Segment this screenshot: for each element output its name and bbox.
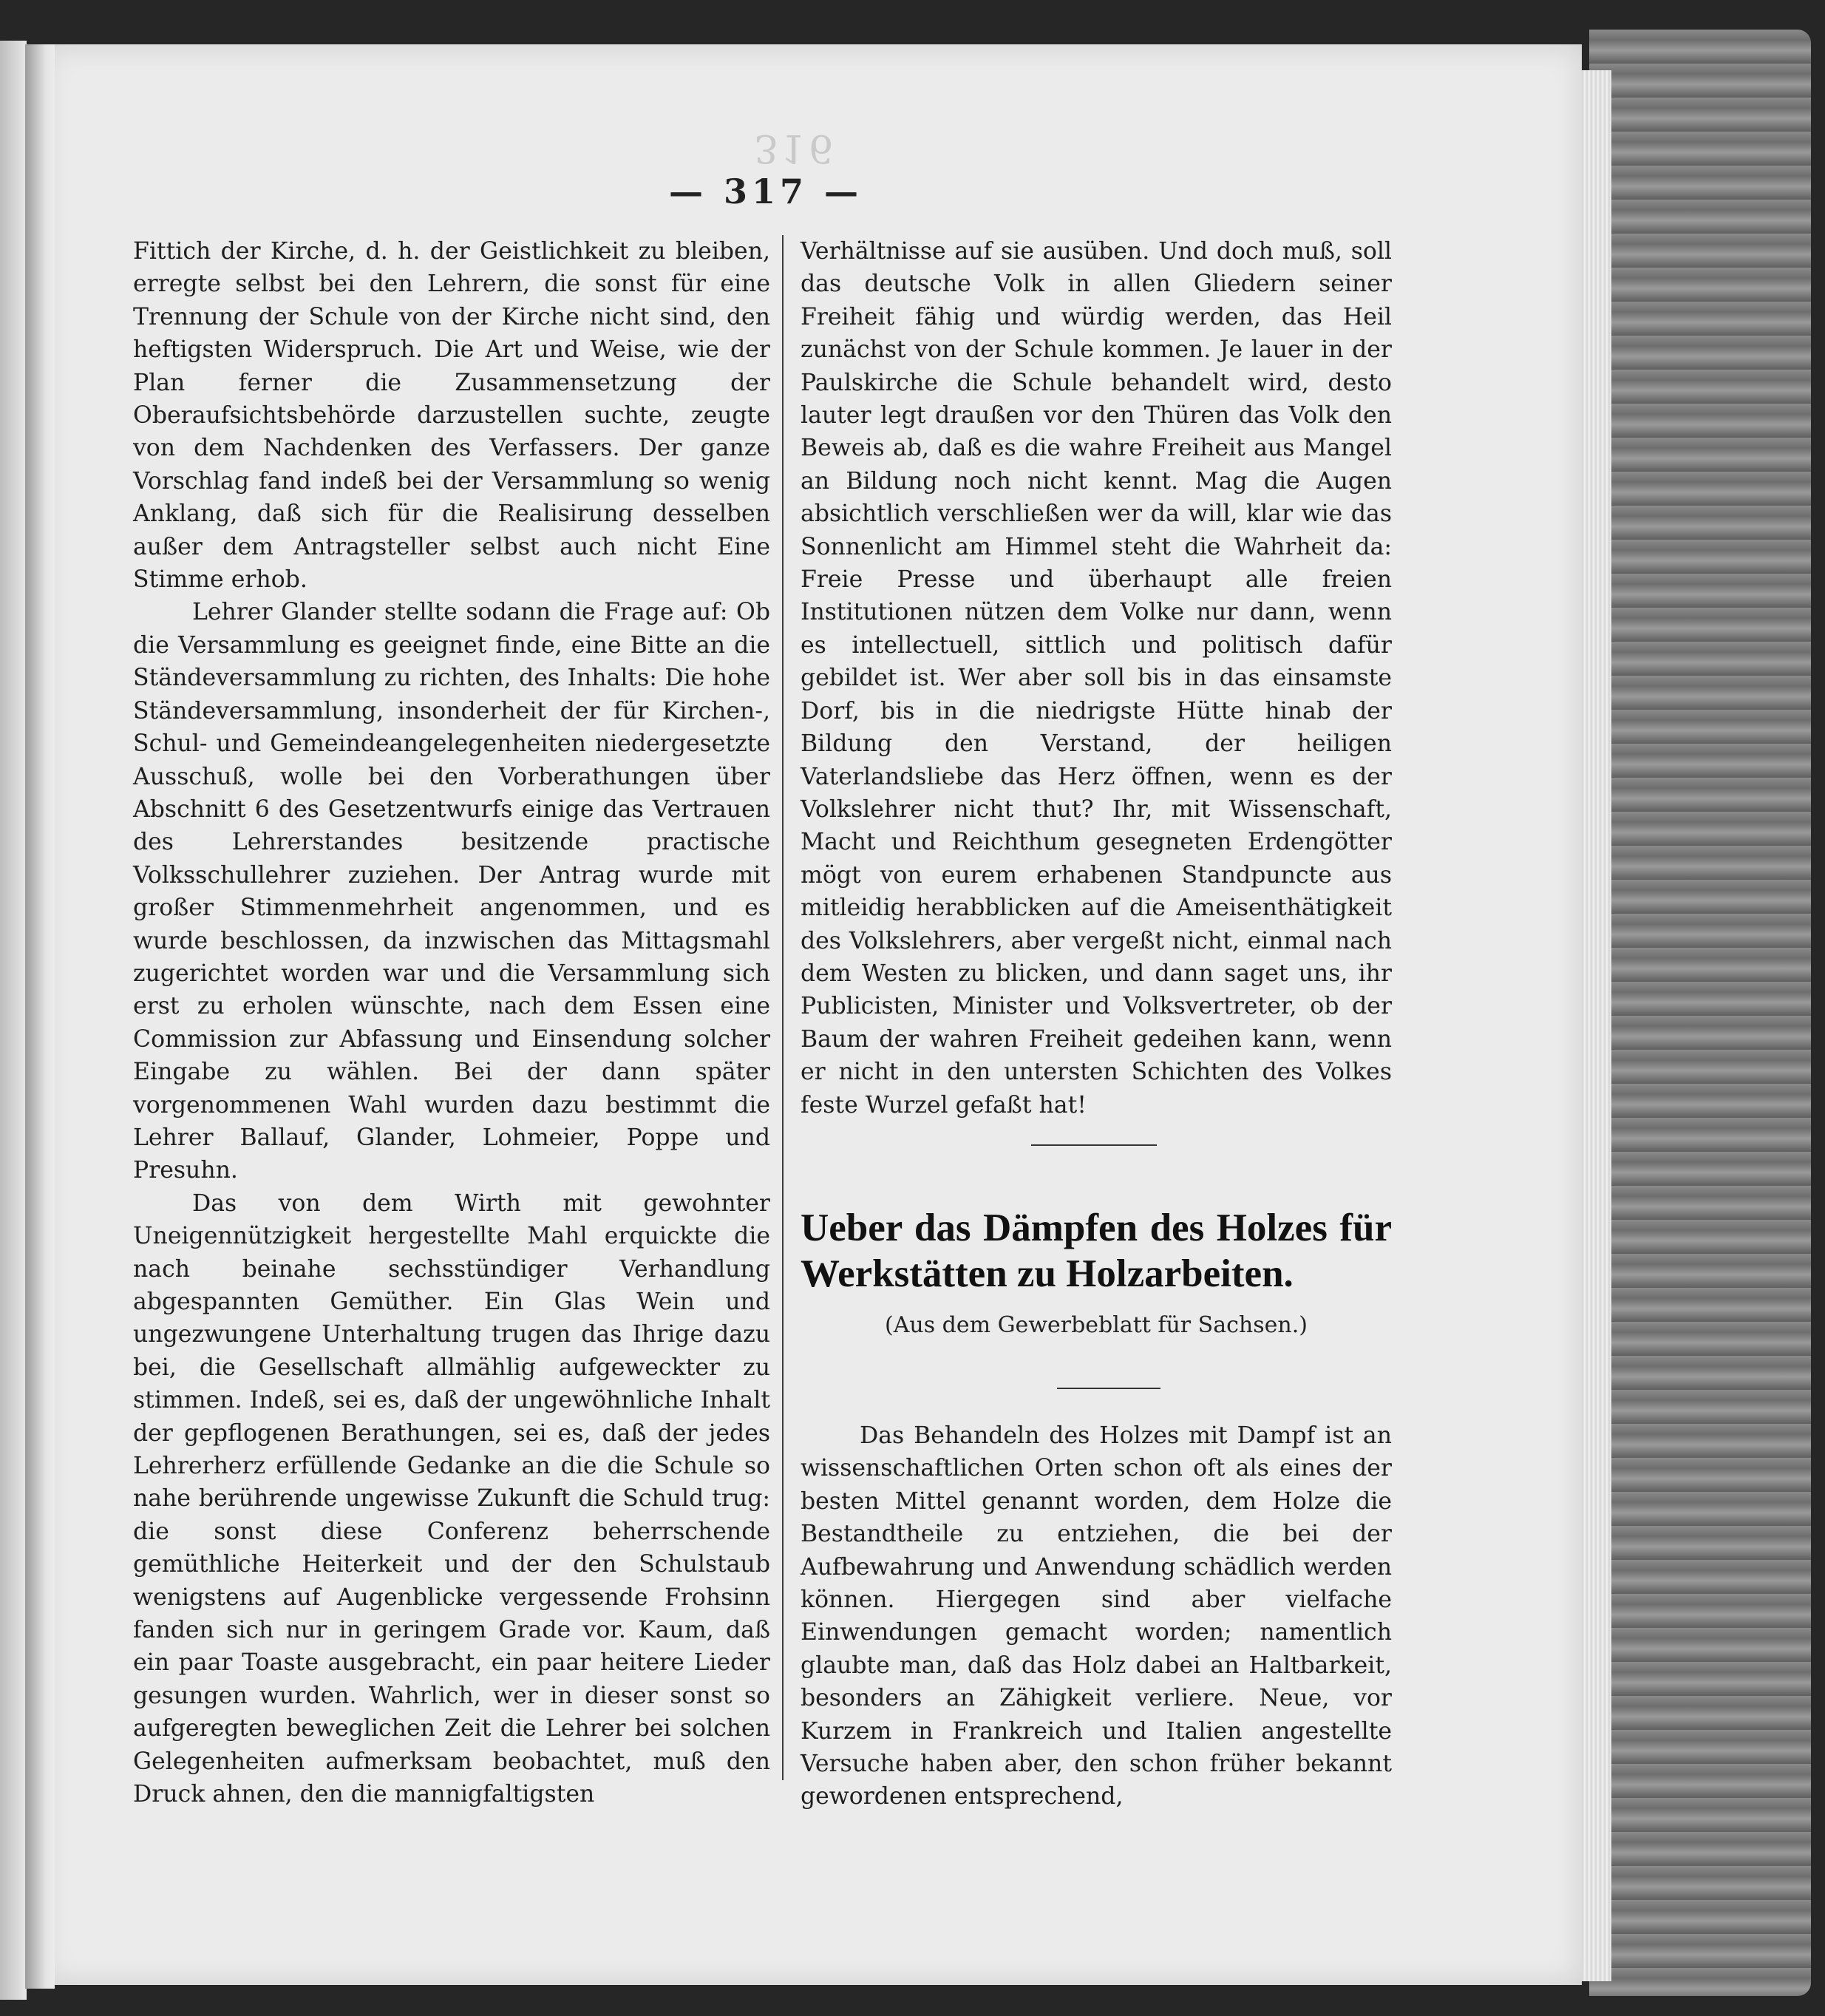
bleed-through-page-number: 316	[754, 126, 837, 170]
gutter-shadow	[25, 44, 55, 1989]
page-number: — 317 —	[669, 172, 863, 211]
book-binding	[1589, 30, 1811, 1996]
article-paragraph-1: Das Behandeln des Holzes mit Dampf ist an wissenschaftlichen Orten schon oft als eines der besten Mittel genannt worden, dem Holze die Bestandtheile zu entziehen, die bei der Aufbewahrung und Anwendung schädlich werden können. Hiergegen sind aber vielfache Einwendungen gemacht worden; namentlich glaubte man, daß das Holz dabei an Haltbarkeit, besonders an Zähigkeit verliere. Neue, vor Kurzem in Frankreich und Italien angestellte Versuche haben aber, den schon früher bekannt gewordenen entsprechend,	[801, 1422, 1392, 1810]
left-paragraph-2: Lehrer Glander stellte sodann die Frage auf: Ob die Versammlung es geeignet finde, eine Bitte an die Ständeversammlung zu richten, des Inhalts: Die hohe Ständeversammlung, insonderheit der für Kirchen-, Schul- und Gemeindeangelegenheiten niedergesetzte Ausschuß, wolle bei den Vorberathungen über Abschnitt 6 des Gesetzentwurfs einige das Vertrauen des Lehrerstandes besitzende practische Volksschullehrer zuziehen. Der Antrag wurde mit großer Stimmenmehrheit angenommen, und es wurde beschlossen, da inzwischen das Mittagsmahl zugerichtet worden war und die Versammlung sich erst zu erholen wünschte, nach dem Essen eine Commission zur Abfassung und Einsendung solcher Eingabe zu wählen. Bei der dann später vorgenommenen Wahl wurden dazu bestimmt die Lehrer Ballauf, Glander, Lohmeier, Poppe und Presuhn.	[133, 599, 770, 1184]
article-source: (Aus dem Gewerbeblatt für Sachsen.)	[885, 1312, 1308, 1338]
article-body	[801, 1419, 1392, 1813]
left-paragraph-1: Fittich der Kirche, d. h. der Geistlichkeit zu bleiben, erregte selbst bei den Lehrern, die sonst für eine Trennung der Schule von der Kirche nicht sind, den heftigsten Widerspruch. Die Art und Weise, wie der Plan ferner die Zusammensetzung der Oberaufsichtsbehörde darzustellen suchte, zeugte von dem Nachdenken des Verfassers. Der ganze Vorschlag fand indeß bei der Versammlung so wenig Anklang, daß sich für die Realisirung desselben außer dem Antragsteller selbst auch nicht Eine Stimme erhob.	[133, 238, 770, 594]
column-divider	[782, 235, 784, 1780]
right-paragraph-1: Verhältnisse auf sie ausüben. Und doch muß, soll das deutsche Volk in allen Gliedern seiner Freiheit fähig und würdig werden, das Heil zunächst von der Schule kommen. Je lauer in der Paulskirche die Schule behandelt wird, desto lauter legt draußen vor den Thüren das Volk den Beweis ab, daß es die wahre Freiheit aus Mangel an Bildung noch nicht kennt. Mag die Augen absichtlich verschließen wer da will, klar wie das Sonnenlicht am Himmel steht die Wahrheit da: Freie Presse und überhaupt alle freien Institutionen nützen dem Volke nur dann, wenn es intellectuell, sittlich und politisch dafür gebildet ist. Wer aber soll bis in das einsamste Dorf, bis in die niedrigste Hütte hinab der Bildung den Verstand, der heiligen Vaterlandsliebe das Herz öffnen, wenn es der Volkslehrer nicht thut? Ihr, mit Wissenschaft, Macht und Reichthum gesegneten Erdengötter mögt von eurem erhabenen Standpuncte aus mitleidig herabblicken auf die Ameisenthätigkeit des Volkslehrers, aber vergeßt nicht, einmal nach dem Westen zu blicken, und dann saget uns, ihr Publicisten, Minister und Volksvertreter, ob der Baum der wahren Freiheit gedeihen kann, wenn er nicht in den untersten Schichten des Volkes feste Wurzel gefaßt hat!	[801, 238, 1392, 1119]
left-paragraph-3: Das von dem Wirth mit gewohnter Uneigennützigkeit hergestellte Mahl erquickte die nach beinahe sechsstündiger Verhandlung abgespannten Gemüther. Ein Glas Wein und ungezwungene Unterhaltung trugen das Ihrige dazu bei, die Gesellschaft allmählig aufgeweckter zu stimmen. Indeß, sei es, daß der ungewöhnliche Inhalt der gepflogenen Berathungen, sei es, daß der jedes Lehrerherz erfüllende Gedanke an die die Schule so nahe berührende ungewisse Zukunft die Schuld trug: die sonst diese Conferenz beherrschende gemüthliche Heiterkeit und der den Schulstaub wenigstens auf Augenblicke vergessende Frohsinn fanden sich nur in geringem Grade vor. Kaum, daß ein paar Toaste ausgebracht, ein paar heitere Lieder gesungen wurden. Wahrlich, wer in dieser sonst so aufgeregten beweglichen Zeit die Lehrer bei solchen Gelegenheiten aufmerksam beobachtet, muß den Druck ahnen, den die mannigfaltigsten	[133, 1189, 770, 1808]
right-column	[801, 235, 1392, 1121]
facing-page-edge	[0, 41, 27, 2000]
section-rule	[1031, 1144, 1157, 1146]
left-column	[133, 235, 770, 1811]
article-title: Ueber das Dämpfen des Holzes für Werkstätten zu Holzarbeiten.	[801, 1206, 1392, 1295]
title-rule	[1057, 1388, 1160, 1389]
